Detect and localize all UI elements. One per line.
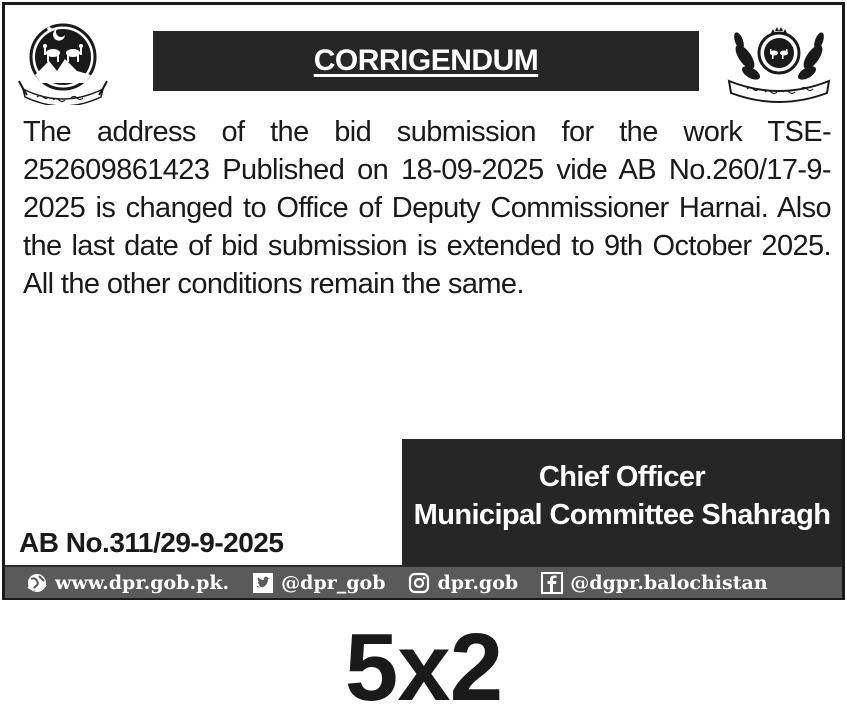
signatory-office: Municipal Committee Shahragh — [413, 499, 831, 531]
page-title: CORRIGENDUM — [313, 44, 539, 77]
ab-reference-number: AB No.311/29-9-2025 — [19, 527, 284, 558]
footer-facebook-text: @dgpr.balochistan — [570, 571, 768, 594]
footer-twitter-text: @dpr_gob — [281, 571, 386, 594]
footer-instagram-text: dpr.gob — [437, 571, 519, 594]
twitter-icon — [251, 572, 275, 594]
advertisement-frame — [2, 2, 845, 600]
title-banner — [153, 31, 699, 91]
dgpr-balochistan-emblem — [719, 19, 839, 105]
footer-website[interactable] — [25, 572, 229, 594]
footer-twitter[interactable] — [251, 572, 385, 594]
corrigendum-body: The address of the bid submission for the work TSE-252609861423 Published on 18-09-2025 vide AB No.260/17-9-2025 is changed to Office of Deputy Commissioner Harnai. Also the last date of bid submission is extended to 9th October 2025. All the other conditions remain the same. — [23, 116, 831, 300]
facebook-icon — [540, 572, 564, 594]
footer-facebook[interactable] — [540, 572, 767, 594]
footer-website-text: www.dpr.gob.pk. — [55, 571, 230, 594]
signatory-title: Chief Officer — [538, 461, 706, 493]
signature-block — [402, 439, 842, 565]
globe-icon — [25, 572, 49, 594]
footer-instagram[interactable] — [407, 572, 518, 594]
balochistan-government-emblem — [15, 19, 111, 105]
instagram-icon — [407, 572, 431, 594]
footer-social-bar — [5, 565, 842, 598]
ad-size-label: 5x2 — [344, 614, 503, 721]
